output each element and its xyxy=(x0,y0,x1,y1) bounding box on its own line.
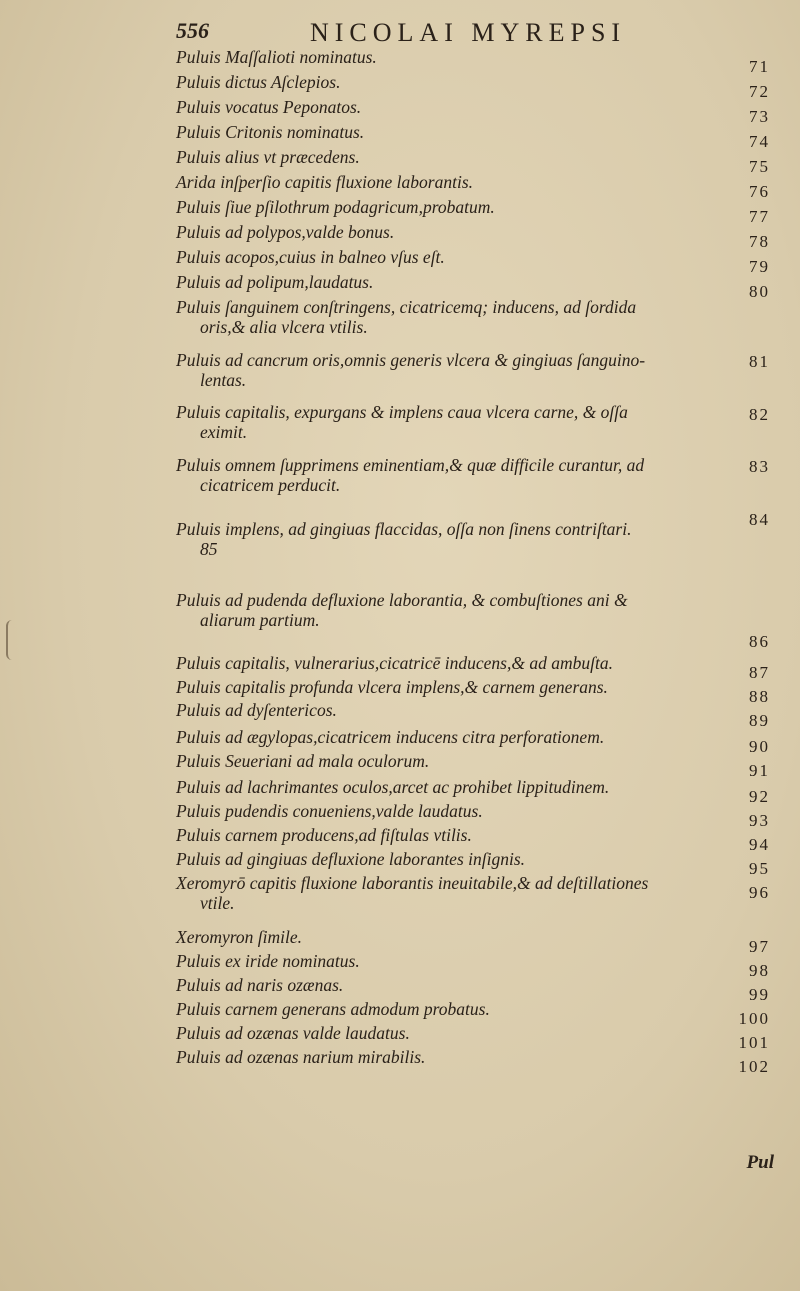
entry-number: 94 xyxy=(749,835,770,854)
entry-number: 80 xyxy=(749,282,770,301)
entry-title-continued: cicatricem perducit. xyxy=(200,475,341,495)
catchword: Pul xyxy=(746,1152,774,1173)
entry-title-continued: oris,& alia vlcera vtilis. xyxy=(200,317,368,337)
entry-number: 74 xyxy=(749,132,770,151)
entry-number: 73 xyxy=(749,107,770,126)
entry-number: 89 xyxy=(749,711,770,730)
entry-title: Puluis ad gingiuas defluxione laborantes inſignis. xyxy=(176,849,526,869)
entry-title: Puluis omnem ſupprimens eminentiam,& quæ difficile curantur, ad xyxy=(176,455,645,475)
recipe-entry xyxy=(176,297,776,337)
recipe-entry xyxy=(176,247,776,267)
recipe-entry xyxy=(176,197,776,217)
entry-number: 97 xyxy=(749,937,770,956)
entry-number: 71 xyxy=(749,57,770,76)
recipe-entry xyxy=(176,751,776,771)
entry-title: Puluis ad cancrum oris,omnis generis vlcera & gingiuas ſanguino- xyxy=(176,350,646,370)
entry-number: 79 xyxy=(749,257,770,276)
entry-title: Puluis ad polypos,valde bonus. xyxy=(176,222,395,242)
entry-number: 86 xyxy=(749,632,770,651)
page-edge-mark xyxy=(6,620,18,660)
entry-number: 99 xyxy=(749,985,770,1004)
page-number: 556 xyxy=(176,18,209,43)
entry-number: 91 xyxy=(749,761,770,780)
entry-title: Puluis capitalis profunda vlcera implens,& carnem generans. xyxy=(176,677,608,697)
entry-number: 92 xyxy=(749,787,770,806)
recipe-entry xyxy=(176,97,776,117)
entry-title: Puluis ad polipum,laudatus. xyxy=(176,272,374,292)
recipe-entry xyxy=(176,47,776,67)
entry-title: Puluis ſanguinem conſtringens, cicatricemq; inducens, ad ſordida xyxy=(176,297,637,317)
entry-title: Puluis ad dyſentericos. xyxy=(176,700,337,720)
entry-title: Puluis ad ægylopas,cicatricem inducens citra perforationem. xyxy=(176,727,605,747)
entry-title: Puluis carnem producens,ad fiſtulas vtilis. xyxy=(176,825,472,845)
entry-number: 84 xyxy=(749,510,770,529)
entry-number: 72 xyxy=(749,82,770,101)
entry-number: 78 xyxy=(749,232,770,251)
recipe-entry xyxy=(176,72,776,92)
entry-number: 81 xyxy=(749,352,770,371)
entry-title-continued: vtile. xyxy=(200,893,235,913)
entry-title: Puluis Critonis nominatus. xyxy=(176,122,365,142)
entry-title-continued: 85 xyxy=(200,539,218,559)
entry-title: Xeromyrō capitis fluxione laborantis ineuitabile,& ad deſtillationes xyxy=(176,873,649,893)
recipe-entry xyxy=(176,999,776,1019)
entry-title-continued: aliarum partium. xyxy=(200,610,320,630)
entry-title: Puluis ad pudenda defluxione laborantia, & combuſtiones ani & xyxy=(176,590,628,610)
entry-title: Xeromyron ſimile. xyxy=(176,927,303,947)
entry-number: 90 xyxy=(749,737,770,756)
entry-number: 88 xyxy=(749,687,770,706)
entry-title: Puluis acopos,cuius in balneo vſus eſt. xyxy=(176,247,445,267)
entry-title: Puluis vocatus Peponatos. xyxy=(176,97,362,117)
recipe-entry xyxy=(176,519,776,559)
running-head: NICOLAI MYREPSI xyxy=(310,18,627,47)
entry-number: 100 xyxy=(738,1009,770,1028)
recipe-entry xyxy=(176,825,776,845)
page-header xyxy=(176,10,776,50)
recipe-entry xyxy=(176,653,776,673)
entry-title: Puluis alius vt præcedens. xyxy=(176,147,360,167)
recipe-entry xyxy=(176,849,776,869)
entry-number: 102 xyxy=(738,1057,770,1076)
recipe-entry xyxy=(176,777,776,797)
recipe-entry xyxy=(176,147,776,167)
recipe-entry xyxy=(176,727,776,747)
entry-title: Puluis ad ozænas valde laudatus. xyxy=(176,1023,410,1043)
recipe-entry xyxy=(176,402,776,442)
entry-title: Puluis ſiue pſilothrum podagricum,probatum. xyxy=(176,197,495,217)
entry-title: Puluis ad naris ozænas. xyxy=(176,975,344,995)
recipe-entry xyxy=(176,677,776,697)
recipe-entry xyxy=(176,222,776,242)
entry-title: Puluis Seueriani ad mala oculorum. xyxy=(176,751,430,771)
entry-title: Puluis implens, ad gingiuas flaccidas, oſſa non ſinens contriſtari. xyxy=(176,519,632,539)
entry-title: Arida inſperſio capitis fluxione laborantis. xyxy=(176,172,474,192)
entry-title: Puluis carnem generans admodum probatus. xyxy=(176,999,490,1019)
recipe-entry xyxy=(176,590,776,630)
entry-title: Puluis dictus Aſclepios. xyxy=(176,72,341,92)
recipe-entry xyxy=(176,1023,776,1043)
entry-title-continued: lentas. xyxy=(200,370,247,390)
recipe-entry xyxy=(176,951,776,971)
recipe-entry xyxy=(176,975,776,995)
entry-title: Puluis Maſſalioti nominatus. xyxy=(176,47,377,67)
entry-number: 82 xyxy=(749,405,770,424)
entry-title-continued: eximit. xyxy=(200,422,248,442)
recipe-entry xyxy=(176,350,776,390)
entry-number: 83 xyxy=(749,457,770,476)
entry-number: 76 xyxy=(749,182,770,201)
entry-title: Puluis ex iride nominatus. xyxy=(176,951,360,971)
entry-title: Puluis ad lachrimantes oculos,arcet ac prohibet lippitudinem. xyxy=(176,777,610,797)
entry-number: 93 xyxy=(749,811,770,830)
entry-number: 75 xyxy=(749,157,770,176)
recipe-entry xyxy=(176,122,776,142)
entry-title: Puluis pudendis conueniens,valde laudatus. xyxy=(176,801,483,821)
entry-number: 77 xyxy=(749,207,770,226)
entry-title: Puluis ad ozænas narium mirabilis. xyxy=(176,1047,426,1067)
recipe-entry xyxy=(176,1047,776,1067)
entry-title: Puluis capitalis, vulnerarius,cicatricē inducens,& ad ambuſta. xyxy=(176,653,613,673)
recipe-entry xyxy=(176,272,776,292)
recipe-entry xyxy=(176,455,776,495)
entry-number: 98 xyxy=(749,961,770,980)
recipe-entry xyxy=(176,927,776,947)
entry-number: 87 xyxy=(749,663,770,682)
entry-number: 95 xyxy=(749,859,770,878)
entry-number: 101 xyxy=(738,1033,770,1052)
recipe-entry xyxy=(176,172,776,192)
recipe-entry xyxy=(176,873,776,913)
recipe-entry xyxy=(176,700,776,720)
entry-number: 96 xyxy=(749,883,770,902)
recipe-entry xyxy=(176,801,776,821)
entry-title: Puluis capitalis, expurgans & implens caua vlcera carne, & oſſa xyxy=(176,402,628,422)
